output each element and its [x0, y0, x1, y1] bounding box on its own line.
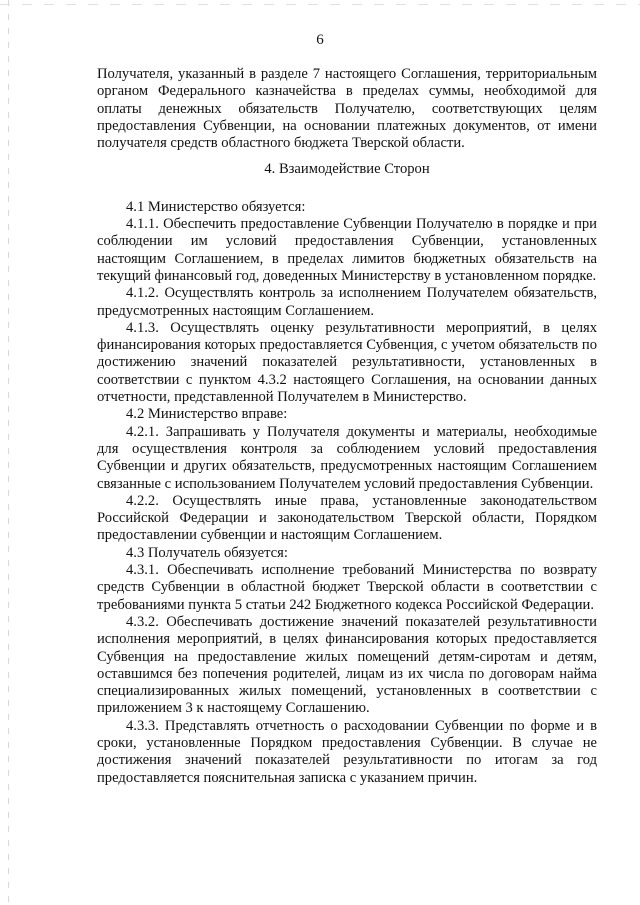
clause-4-1-3: 4.1.3. Осуществлять оценку результативности мероприятий, в целях финансирования которых предоставляется Субвенция, с учетом обязательств по достижению значений показателей результативности, установленных в соответствии с пунктом 4.3.2 настоящего Соглашения, на основании данных отчетности, представленной Получателем в Министерство.: [97, 319, 597, 406]
scan-edge-top: [0, 4, 640, 5]
clause-4-3-3: 4.3.3. Представлять отчетность о расходовании Субвенции по форме и в сроки, установленные Порядком предоставления Субвенции. В случае не достижения значений показателей результативности по итогам за год предоставляется пояснительная записка с указанием причин.: [97, 717, 597, 786]
clause-4-1-1: 4.1.1. Обеспечить предоставление Субвенции Получателю в порядке и при соблюдении им условий предоставления Субвенции, установленных настоящим Соглашением, в пределах лимитов бюджетных обязательств на текущий финансовый год, доведенных Министерству в установленном порядке.: [97, 216, 597, 284]
document-body: [97, 66, 597, 787]
clause-4-2-1: 4.2.1. Запрашивать у Получателя документы и материалы, необходимые для осуществления контроля за соблюдением условий предоставления Субвенции и других обязательств, предусмотренных настоящим Соглашением связанные с использованием Получателем условий предоставления Субвенции.: [97, 423, 597, 492]
clause-4-1: 4.1 Министерство обязуется:: [126, 198, 306, 215]
clause-4-2: 4.2 Министерство вправе:: [126, 406, 288, 423]
scan-edge-left: [8, 0, 9, 905]
clause-4-2-2: 4.2.2. Осуществлять иные права, установленные законодательством Российской Федерации и законодательством Тверской области, Порядком предоставлении субвенции и настоящим Соглашением.: [97, 492, 597, 544]
clause-4-1-2: 4.1.2. Осуществлять контроль за исполнением Получателем обязательств, предусмотренных настоящим Соглашением.: [97, 285, 597, 319]
clause-4-3-2: 4.3.2. Обеспечивать достижение значений показателей результативности исполнения мероприятий, в целях финансирования которых предоставляется Субвенция на предоставление жилых помещений детям-сиротам и детям, оставшимся без попечения родителей, лицам из их числа по договорам найма специализированных жилых помещений, установленных в соответствии с приложением 3 к настоящему Соглашению.: [97, 613, 597, 717]
clause-4-3-1: 4.3.1. Обеспечивать исполнение требований Министерства по возврату средств Субвенции в областной бюджет Тверской области в соответствии с требованиями пункта 5 статьи 242 Бюджетного кодекса Российской Федерации.: [97, 562, 597, 613]
section-heading-interaction: 4. Взаимодействие Сторон: [264, 161, 430, 178]
clause-4-3: 4.3 Получатель обязуется:: [126, 544, 288, 561]
paragraph-recipient-continued: Получателя, указанный в разделе 7 настоящего Соглашения, территориальным органом Федерального казначейства в пределах суммы, необходимой для оплаты денежных обязательств Получателю, соответствующих целям предоставления Субвенции, на основании платежных документов, от имени получателя средств областного бюджета Тверской области.: [97, 66, 597, 152]
page-number: 6: [316, 32, 324, 48]
